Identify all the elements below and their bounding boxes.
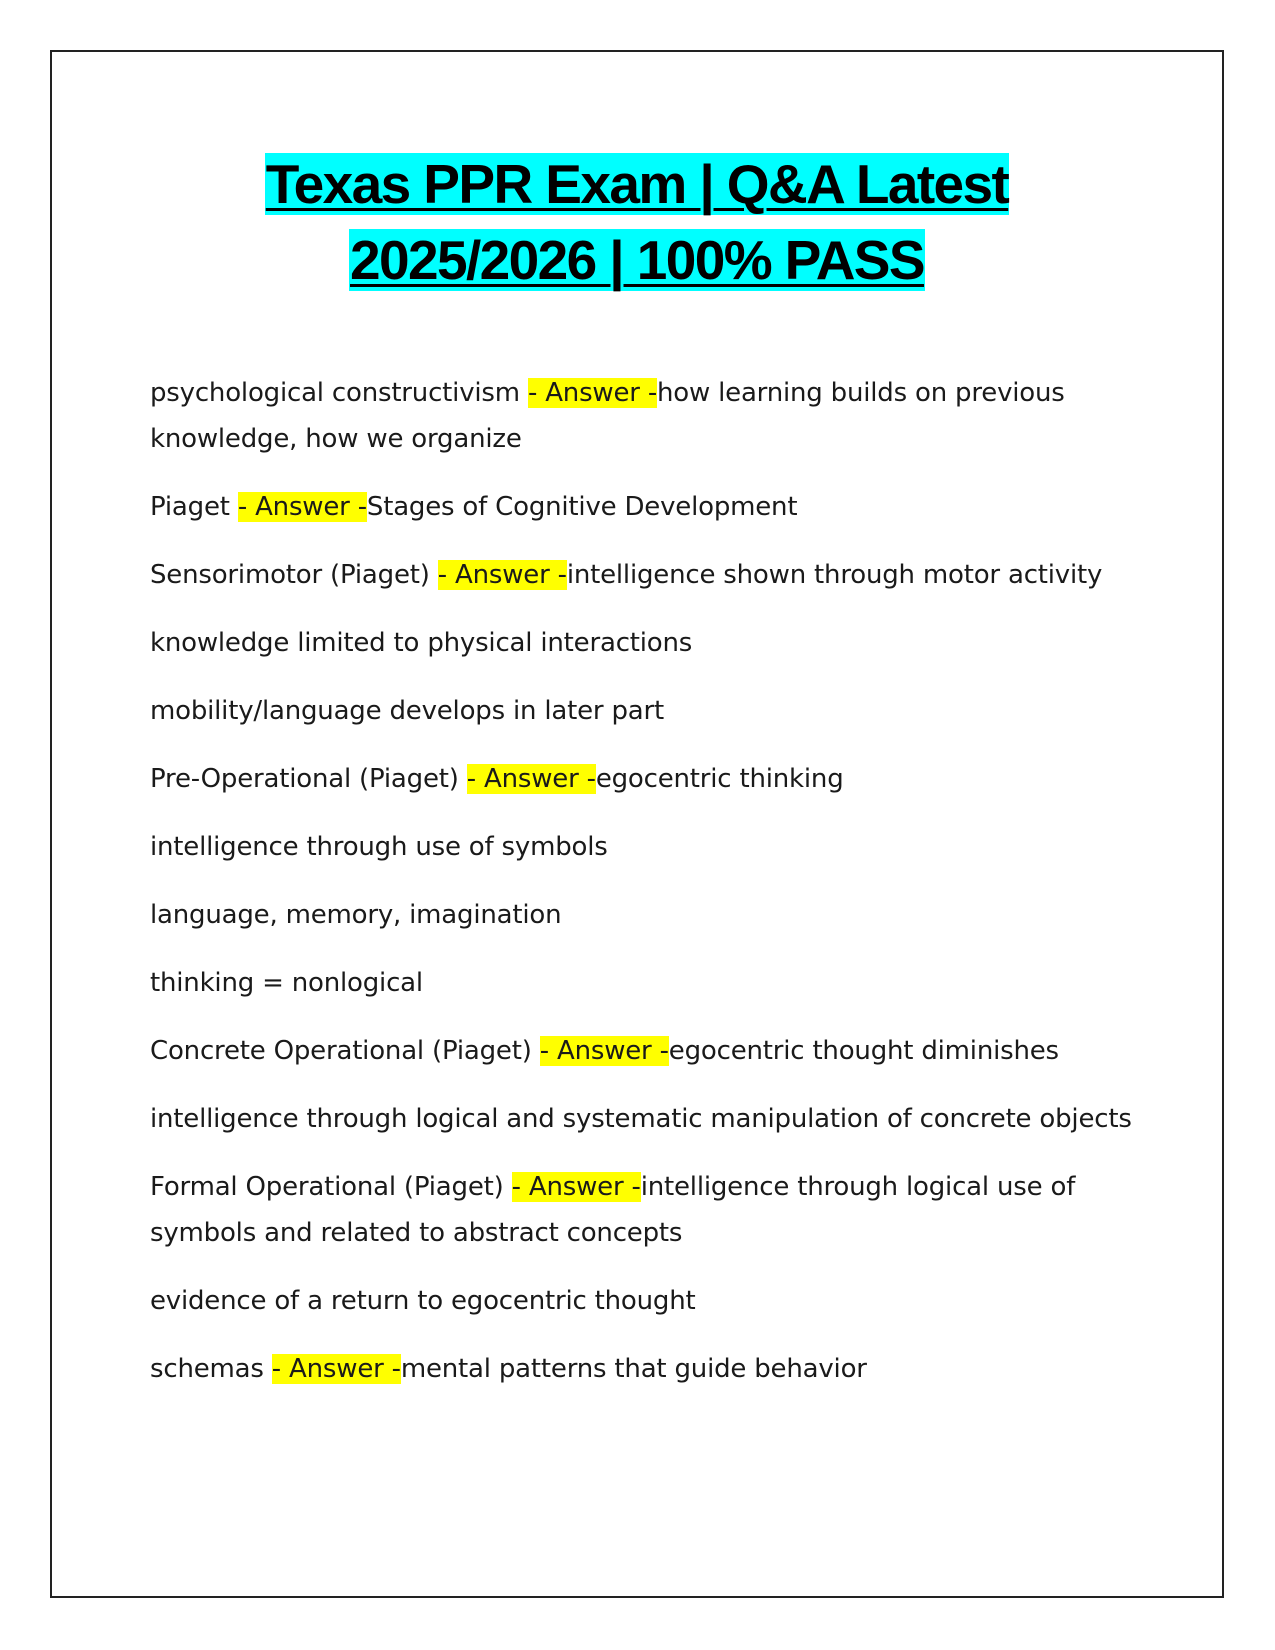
entry-term: Pre-Operational (Piaget) xyxy=(150,764,467,794)
qa-entry xyxy=(150,756,1140,802)
entry-definition: egocentric thinking xyxy=(595,764,844,794)
answer-marker: - Answer - xyxy=(539,1036,669,1066)
entry-definition: Stages of Cognitive Development xyxy=(366,492,798,522)
title-line-2: 2025/2026 | 100% PASS xyxy=(350,229,924,291)
answer-marker: - Answer - xyxy=(527,378,658,408)
qa-entry xyxy=(150,1346,1140,1392)
qa-note: intelligence through use of symbols xyxy=(150,832,608,862)
entry-term: Sensorimotor (Piaget) xyxy=(150,560,438,590)
entry-definition: intelligence through logical use of symbols and related to abstract concepts xyxy=(150,1172,1076,1248)
answer-marker: - Answer - xyxy=(237,492,367,522)
answer-marker: - Answer - xyxy=(466,764,596,794)
entry-term: schemas xyxy=(150,1354,272,1384)
qa-note: knowledge limited to physical interactions xyxy=(150,628,693,658)
qa-entry xyxy=(150,1164,1140,1256)
entry-definition: mental patterns that guide behavior xyxy=(400,1354,867,1384)
qa-entry xyxy=(150,1028,1140,1074)
answer-marker: - Answer - xyxy=(511,1172,641,1202)
qa-note: intelligence through logical and systematic manipulation of concrete objects xyxy=(150,1104,1132,1134)
answer-marker: - Answer - xyxy=(271,1354,401,1384)
qa-content xyxy=(150,370,1140,1414)
entry-term: Formal Operational (Piaget) xyxy=(150,1172,512,1202)
title-line-1: Texas PPR Exam | Q&A Latest xyxy=(265,153,1009,215)
entry-term: Concrete Operational (Piaget) xyxy=(150,1036,540,1066)
entry-definition: intelligence shown through motor activity xyxy=(566,560,1103,590)
entry-definition: how learning builds on previous knowledge, how we organize xyxy=(150,378,1065,454)
qa-entry xyxy=(150,370,1140,462)
qa-entry xyxy=(150,552,1140,598)
qa-note: evidence of a return to egocentric thought xyxy=(150,1286,696,1316)
entry-term: Piaget xyxy=(150,492,238,522)
answer-marker: - Answer - xyxy=(437,560,567,590)
document-title xyxy=(50,146,1224,298)
entry-term: psychological constructivism xyxy=(150,378,528,408)
qa-note: language, memory, imagination xyxy=(150,900,562,930)
qa-note: thinking = nonlogical xyxy=(150,968,423,998)
entry-definition: egocentric thought diminishes xyxy=(668,1036,1059,1066)
qa-note: mobility/language develops in later part xyxy=(150,696,664,726)
qa-entry xyxy=(150,484,1140,530)
